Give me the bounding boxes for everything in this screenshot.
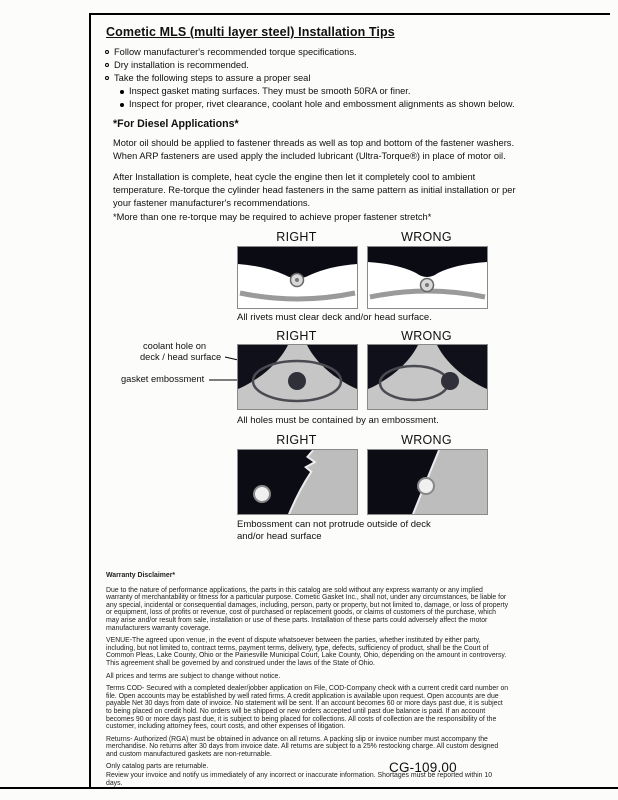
filled-bullet-icon (120, 90, 124, 94)
tips-list (104, 46, 584, 111)
row1-wrong-label: WRONG (401, 230, 452, 244)
row1-right-label: RIGHT (276, 230, 317, 244)
legal-paragraph: Only catalog parts are returnable. (106, 763, 209, 771)
legal-paragraph: Returns- Authorized (RGA) must be obtained in advance on all returns. A packing slip or invoice number must accompany the merchandise. No returns after 30 days from invoice date. All returns are subject to a 25% restocking charge. All custom designed and custom manufactured gaskets are non-returnable. (106, 735, 499, 758)
filled-bullet-icon (120, 103, 124, 107)
row3-caption (237, 519, 431, 543)
diesel-heading: *For Diesel Applications* (113, 118, 239, 130)
list-item-text: Take the following steps to assure a proper seal (114, 73, 311, 83)
row3-right-label: RIGHT (276, 433, 317, 447)
rivet-right-diagram (237, 246, 358, 309)
embossment-wrong-diagram (367, 449, 488, 515)
open-bullet-icon (105, 76, 109, 80)
sub-list-item (119, 98, 584, 111)
top-rule (89, 13, 610, 15)
left-rule (89, 13, 91, 787)
warranty-disclaimer-heading: Warranty Disclaimer* (106, 572, 176, 579)
list-item (104, 72, 584, 85)
legal-paragraph: Due to the nature of performance applications, the parts in this catalog are sold without any express warranty or any implied warranty of merchantability or fitness for a particular purpose. Cometic Gasket Inc., shall not, under any circumstances, be liable for any special, incidental or consequential damages, including, person, party or property, but not limited to, damage, or loss of property or equipment, loss of profits or revenue, cost of purchased or replacement goods, or claims of customers of the purchase, which may arise and/or result from sale, installation or use of these parts. Installation of these parts could adversely affect the motor manufacturers warranty coverage. (106, 586, 509, 632)
coolant-hole-right-diagram (237, 344, 358, 410)
row3-caption-line1: Embossment can not protrude outside of deck (237, 519, 431, 530)
diesel-paragraph-2: After Installation is complete, heat cycle the engine then let it completely cool to ambient temperature. Re-torque the cylinder head fasteners in the same pattern as initial installation or per your fastener manufacturer's recommendations. (113, 172, 516, 208)
page-title: Cometic MLS (multi layer steel) Installation Tips (106, 25, 395, 39)
list-item-text: Follow manufacturer's recommended torque specifications. (114, 47, 357, 57)
row2-caption: All holes must be contained by an embossment. (237, 415, 439, 426)
list-item-text: Inspect gasket mating surfaces. They must be smooth 50RA or finer. (129, 86, 411, 96)
legal-paragraph: Terms COD- Secured with a completed dealer/jobber application on File, COD-Company check with a current credit card number on file. Open accounts may be established by well rated firms. A credit application is available upon request. Open accounts are due payable Net 30 days from date of invoice. No statement will be sent. If an account becomes 60 or more days past due, it is subject to being placed on credit hold. No orders will be shipped or new orders accepted until past due balance is paid. If an account becomes 90 or more days past due, it is subject to being placed for collections. All costs of collection are the responsibility of the customer, including attorney fees, court costs, and other expenses of litigation. (106, 685, 509, 731)
list-item (104, 59, 584, 72)
open-bullet-icon (105, 63, 109, 67)
embossment-right-diagram (237, 449, 358, 515)
legal-paragraph: All prices and terms are subject to change without notice. (106, 672, 281, 680)
coolant-hole-wrong-diagram (367, 344, 488, 410)
open-bullet-icon (105, 50, 109, 54)
list-item-text: Inspect for proper, rivet clearance, coolant hole and embossment alignments as shown below. (129, 99, 515, 109)
list-item (104, 46, 584, 59)
gasket-embossment-label: gasket embossment (121, 374, 205, 384)
row2-wrong-label: WRONG (401, 329, 452, 343)
diesel-paragraph-1: Motor oil should be applied to fastener threads as well as top and bottom of the fastener washers. When ARP fasteners are used apply the included lubricant (Ultra-Torque®) in place of motor oil. (113, 138, 515, 161)
page-code: CG-109.00 (389, 760, 457, 775)
row3-caption-line2: and/or head surface (237, 531, 322, 542)
sub-list-item (119, 85, 584, 98)
row3-wrong-label: WRONG (401, 433, 452, 447)
retorque-note: *More than one re-torque may be required to achieve proper fastener stretch* (113, 212, 432, 222)
coolant-hole-label-line1: coolant hole on (143, 341, 207, 351)
row1-caption: All rivets must clear deck and/or head surface. (237, 312, 432, 323)
legal-paragraph: Review your invoice and notify us immediately of any incorrect or inaccurate information. Shortages must be reported within 10 days. (106, 772, 493, 787)
legal-paragraph: VENUE-The agreed upon venue, in the event of dispute whatsoever between the parties, whether instituted by either party, including, but not limited to, contract terms, payment terms, delivery, type, defects, sufficiency of product, shall be the Court of Common Pleas, Lake County, Ohio or the Painesville Municipal Court, Lake County, Ohio, depending on the amount in controversy. This agreement shall be governed by and construed under the laws of the State of Ohio. (106, 637, 507, 667)
coolant-hole-label-line2: deck / head surface (140, 352, 222, 362)
row2-right-label: RIGHT (276, 329, 317, 343)
list-item-text: Dry installation is recommended. (114, 60, 249, 70)
rivet-wrong-diagram (367, 246, 488, 309)
